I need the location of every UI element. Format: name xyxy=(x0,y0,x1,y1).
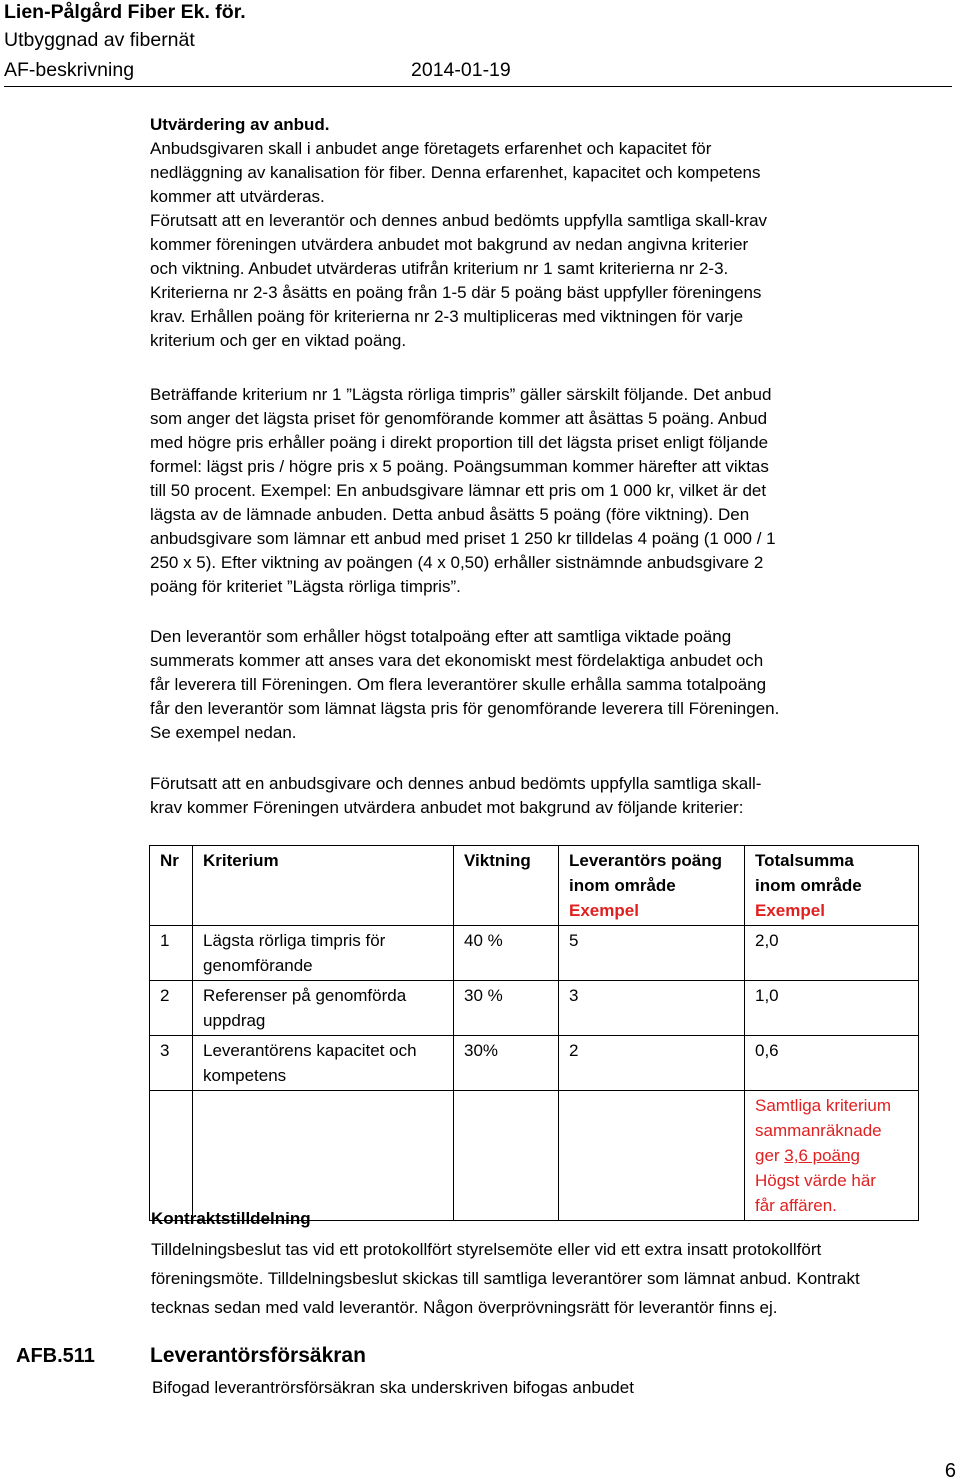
cell-poang: 2 xyxy=(559,1036,745,1091)
paragraph-line: Tilldelningsbeslut tas vid ett protokollfört styrelsemöte eller vid ett extra insatt protokollfört xyxy=(151,1240,822,1259)
paragraph-line: och viktning. Anbudet utvärderas utifrån kriterium nr 1 samt kriterierna nr 2-3. xyxy=(150,259,729,278)
criterion-one-paragraph xyxy=(150,383,950,599)
paragraph-line: 250 x 5). Efter viktning av poängen (4 x 0,50) erhåller sistnämnde anbudsgivare 2 xyxy=(150,553,764,572)
paragraph-line: Förutsatt att en leverantör och dennes anbud bedömts uppfylla samtliga skall-krav xyxy=(150,211,768,230)
table-row xyxy=(150,1036,919,1091)
cell-empty xyxy=(559,1091,745,1221)
summary-cell xyxy=(745,1091,919,1221)
evaluation-section xyxy=(150,113,950,353)
cell-poang: 5 xyxy=(559,926,745,981)
paragraph-line: kommer föreningen utvärdera anbudet mot bakgrund av nedan angivna kriterier xyxy=(150,235,749,254)
paragraph-line: anbudsgivare som lämnar ett anbud med priset 1 250 kr tilldelas 4 poäng (1 000 / 1 xyxy=(150,529,776,548)
cell-nr: 2 xyxy=(150,981,193,1036)
paragraph-line: får leverera till Föreningen. Om flera leverantörer skulle erhålla samma totalpoäng xyxy=(150,675,767,694)
paragraph-line: kriterium och ger en viktad poäng. xyxy=(150,331,407,350)
summary-line: får affären. xyxy=(755,1196,837,1215)
paragraph-line: krav. Erhållen poäng för kriterierna nr 2-3 multipliceras med viktningen för varje xyxy=(150,307,744,326)
section-text: Bifogad leverantrörsförsäkran ska underskriven bifogas anbudet xyxy=(152,1378,634,1397)
contract-paragraph xyxy=(151,1235,951,1322)
cell-empty xyxy=(454,1091,559,1221)
cell-kriterium: Leverantörens kapacitet och kompetens xyxy=(193,1036,454,1091)
paragraph-line: nedläggning av kanalisation för fiber. Denna erfarenhet, kapacitet och kompetens xyxy=(150,163,761,182)
cell-nr: 3 xyxy=(150,1036,193,1091)
cell-empty xyxy=(193,1091,454,1221)
header-tot-line2: inom område xyxy=(755,876,862,895)
summary-line: sammanräknade xyxy=(755,1121,882,1140)
header-lev-example: Exempel xyxy=(569,901,639,920)
header-nr: Nr xyxy=(150,846,193,926)
summary-line: Högst värde här xyxy=(755,1171,876,1190)
cell-total: 1,0 xyxy=(745,981,919,1036)
summary-prefix: ger xyxy=(755,1146,785,1165)
page-number: 6 xyxy=(944,1460,956,1482)
header-leverantors-poang xyxy=(559,846,745,926)
table-header-row xyxy=(150,846,919,926)
header-tot-example: Exempel xyxy=(755,901,825,920)
header-totalsumma xyxy=(745,846,919,926)
paragraph-line: Förutsatt att en anbudsgivare och dennes anbud bedömts uppfylla samtliga skall- xyxy=(150,774,762,793)
paragraph-line: med högre pris erhåller poäng i direkt proportion till det lägsta priset enligt följande xyxy=(150,433,769,452)
total-score-paragraph xyxy=(150,625,950,745)
paragraph-line: krav kommer Föreningen utvärdera anbudet mot bakgrund av följande kriterier: xyxy=(150,798,744,817)
criteria-intro-paragraph xyxy=(150,772,950,820)
paragraph-line: formel: lägst pris / högre pris x 5 poäng. Poängsumman kommer härefter att viktas xyxy=(150,457,769,476)
paragraph-line: Anbudsgivaren skall i anbudet ange företagets erfarenhet och kapacitet för xyxy=(150,139,712,158)
org-name: Lien-Pålgård Fiber Ek. för. xyxy=(4,1,246,23)
header-tot-line1: Totalsumma xyxy=(755,851,854,870)
paragraph-line: föreningsmöte. Tilldelningsbeslut skickas till samtliga leverantörer som lämnat anbud. Kontrakt xyxy=(151,1269,860,1288)
cell-poang: 3 xyxy=(559,981,745,1036)
paragraph-line: som anger det lägsta priset för genomförande kommer att åsättas 5 poäng. Anbud xyxy=(150,409,768,428)
section-code: AFB.511 xyxy=(16,1345,95,1367)
header-divider xyxy=(4,86,952,87)
header-viktning: Viktning xyxy=(454,846,559,926)
paragraph-line: får den leverantör som lämnat lägsta pris för genomförande leverera till Föreningen. xyxy=(150,699,780,718)
cell-total: 0,6 xyxy=(745,1036,919,1091)
cell-kriterium: Referenser på genomförda uppdrag xyxy=(193,981,454,1036)
cell-viktning: 30 % xyxy=(454,981,559,1036)
paragraph-line: Den leverantör som erhåller högst totalpoäng efter att samtliga viktade poäng xyxy=(150,627,732,646)
criteria-table xyxy=(149,845,919,1221)
table-summary-row xyxy=(150,1091,919,1221)
paragraph-line: kommer att utvärderas. xyxy=(150,187,325,206)
header-kriterium: Kriterium xyxy=(193,846,454,926)
cell-viktning: 40 % xyxy=(454,926,559,981)
paragraph-line: till 50 procent. Exempel: En anbudsgivare lämnar ett pris om 1 000 kr, vilket är det xyxy=(150,481,767,500)
paragraph-line: Se exempel nedan. xyxy=(150,723,297,742)
paragraph-line: summerats kommer att anses vara det ekonomiskt mest fördelaktiga anbudet och xyxy=(150,651,764,670)
paragraph-line: lägsta av de lämnade anbuden. Detta anbud åsätts 5 poäng (före viktning). Den xyxy=(150,505,750,524)
summary-line: Samtliga kriterium xyxy=(755,1096,892,1115)
cell-kriterium: Lägsta rörliga timpris för genomförande xyxy=(193,926,454,981)
paragraph-line: Beträffande kriterium nr 1 ”Lägsta rörliga timpris” gäller särskilt följande. Det anbud xyxy=(150,385,772,404)
summary-total-value: 3,6 poäng xyxy=(784,1146,860,1165)
evaluation-title: Utvärdering av anbud. xyxy=(150,115,330,134)
cell-viktning: 30% xyxy=(454,1036,559,1091)
header-lev-line2: inom område xyxy=(569,876,676,895)
cell-empty xyxy=(150,1091,193,1221)
document-type: AF-beskrivning xyxy=(4,59,135,81)
table-row xyxy=(150,981,919,1036)
cell-nr: 1 xyxy=(150,926,193,981)
project-name: Utbyggnad av fibernät xyxy=(4,29,195,51)
paragraph-line: Kriterierna nr 2-3 åsätts en poäng från 1-5 där 5 poäng bäst uppfyller föreningens xyxy=(150,283,762,302)
cell-total: 2,0 xyxy=(745,926,919,981)
summary-line xyxy=(755,1143,908,1168)
contract-title: Kontraktstilldelning xyxy=(151,1209,311,1228)
paragraph-line: poäng för kriteriet ”Lägsta rörliga timpris”. xyxy=(150,577,461,596)
table-row xyxy=(150,926,919,981)
document-date: 2014-01-19 xyxy=(411,59,511,81)
header-lev-line1: Leverantörs poäng xyxy=(569,851,723,870)
paragraph-line: tecknas sedan med vald leverantör. Någon överprövningsrätt för leverantör finns ej. xyxy=(151,1298,778,1317)
section-title: Leverantörsförsäkran xyxy=(150,1344,366,1367)
